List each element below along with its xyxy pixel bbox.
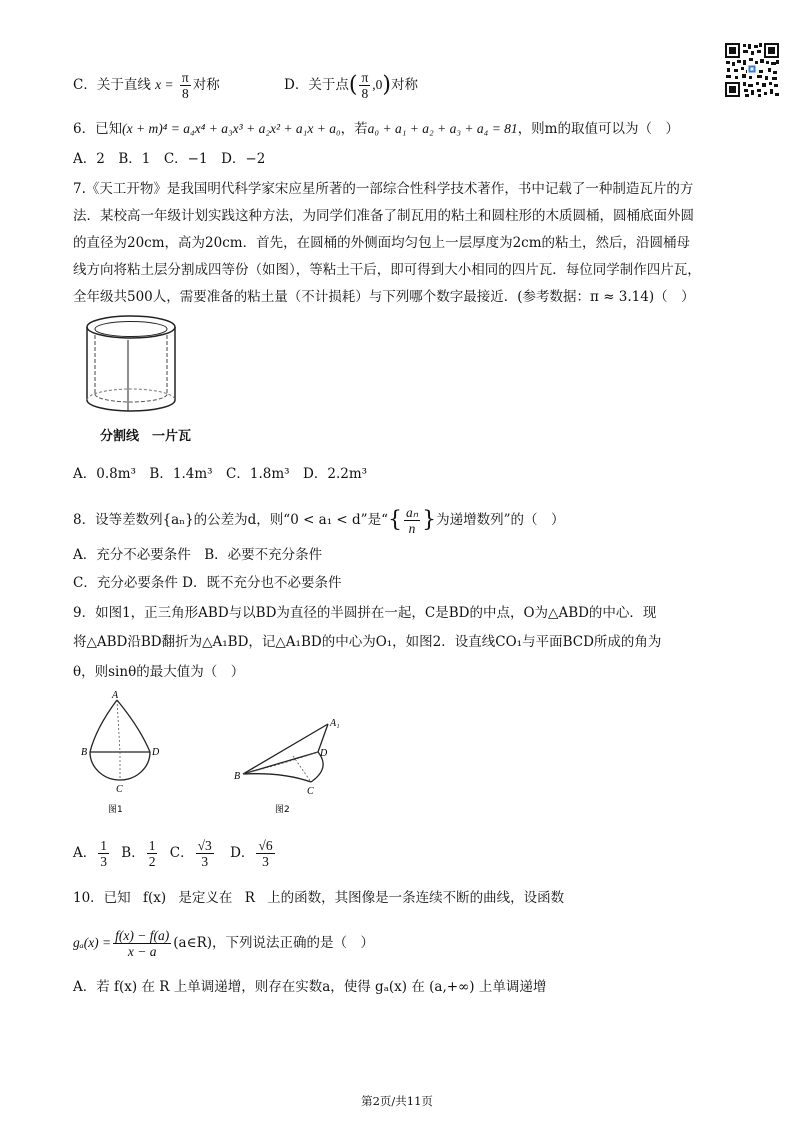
q8-stem: 8．设等差数列{aₙ}的公差为d，则“0 < a₁ < d”是“{ $\frac{\text{aₙ}}{n}$ }为递增数列”的（ ） [73,505,565,536]
fig2-label-b: B [234,771,241,782]
q9-figure-1 [80,688,175,818]
q6-options: A．2 B．1 C．−1 D．−2 [73,151,266,167]
q9-options [73,838,277,869]
q9-line-3: θ，则sinθ的最大值为（ ） [73,664,245,680]
q5-option-d: D．关于点( $\frac{\pi}{8}$ ,0)对称 [284,70,419,101]
q7-line-5: 全年级共500人，需要准备的粘土量（不计损耗）与下列哪个数字最接近．(参考数据：π ≈ 3.14)（ ） [73,289,695,305]
fig1-label-d: D [152,747,160,758]
q5-fraction: $\frac{\pi}{8}$ [181,70,189,101]
fig2-label-a1: A₁ [330,718,340,729]
q7-cylinder-figure [78,312,188,420]
q7-line-3: 的直径为20cm，高为20cm．首先，在圆桶的外侧面均匀包上一层厚度为2cm的粘土，然后，沿圆桶母 [73,235,691,251]
q10-fraction: $\frac{f(x) - f(a)}{x - a}$ [115,928,170,959]
q9-figure-2 [233,716,348,818]
q9-option-a: A． $\frac{1}{3}$ [73,838,107,869]
fig2-caption: 图2 [275,805,290,815]
q9-option-b: B． $\frac{1}{2}$ [121,838,156,869]
qr-code-icon [724,42,780,98]
q9-option-d: D． $\frac{√6}{3}$ [230,838,273,869]
q7-line-4: 线方向将粘土层分割成四等份（如图），等粘土干后，即可得到大小相同的四片瓦．每位同学制作四片瓦， [73,262,701,278]
q8-options-2: C．充分必要条件 D．既不充分也不必要条件 [73,575,342,591]
q10-option-a: A．若 f(x) 在 R 上单调递增，则存在实数a，使得 gₐ(x) 在 (a,+∞) 上单调递增 [73,979,547,995]
q9-line-2: 将△ABD沿BD翻折为△A₁BD，记△A₁BD的中心为O₁，如图2．设直线CO₁与平面BCD所成的角为 [73,634,662,650]
fig1-caption: 图1 [108,805,123,815]
q8-options-1: A．充分不必要条件 B．必要不充分条件 [73,547,323,563]
q9-option-c: C． $\frac{√3}{3}$ [169,838,212,869]
q9-line-1: 9．如图1，正三角形ABD与以BD为直径的半圆拼在一起，C是BD的中点，O为△ABD的中心．现 [73,605,657,621]
fig1-label-b: B [81,747,88,758]
q7-figure-caption: 分割线 一片瓦 [100,428,192,443]
q7-line-2: 法．某校高一年级计划实践这种方法，为同学们准备了制瓦用的粘土和圆柱形的木质圆桶，圆桶底面外圆 [73,208,694,224]
q7-line-1: 7.《天工开物》是我国明代科学家宋应星所著的一部综合性科学技术著作，书中记载了一种制造瓦片的方 [73,181,694,197]
fig1-label-c: C [116,784,123,795]
q5-point-fraction: $\frac{\pi}{8}$ [361,70,369,101]
q10-definition: gₐ(x) = $\frac{f(x) - f(a)}{x - a}$ (a∈R)，下列说法正确的是（ ） [73,928,375,959]
q5-option-c: C．关于直线 x = $\frac{\pi}{8}$ 对称 [73,70,220,101]
q5-options-cd [73,70,418,101]
q10-line-1: 10．已知 f(x) 是定义在 R 上的函数，其图像是一条连续不断的曲线，设函数 [73,890,565,906]
q7-options: A．0.8m³ B．1.4m³ C．1.8m³ D．2.2m³ [73,466,368,482]
fig1-label-a: A [112,690,119,701]
page-number: 第2页/共11页 [361,1094,433,1108]
q6-stem: 6．已知(x + m)⁴ = a₄x⁴ + a₃x³ + a₂x² + a₁x + a₀，若a₀ + a₁ + a₂ + a₃ + a₄ = 81，则m的取值可以为（ ） [73,121,679,137]
fig2-label-d: D [320,748,328,759]
q8-fraction: $\frac{\text{aₙ}}{n}$ [405,505,419,536]
fig2-label-c: C [307,786,314,797]
